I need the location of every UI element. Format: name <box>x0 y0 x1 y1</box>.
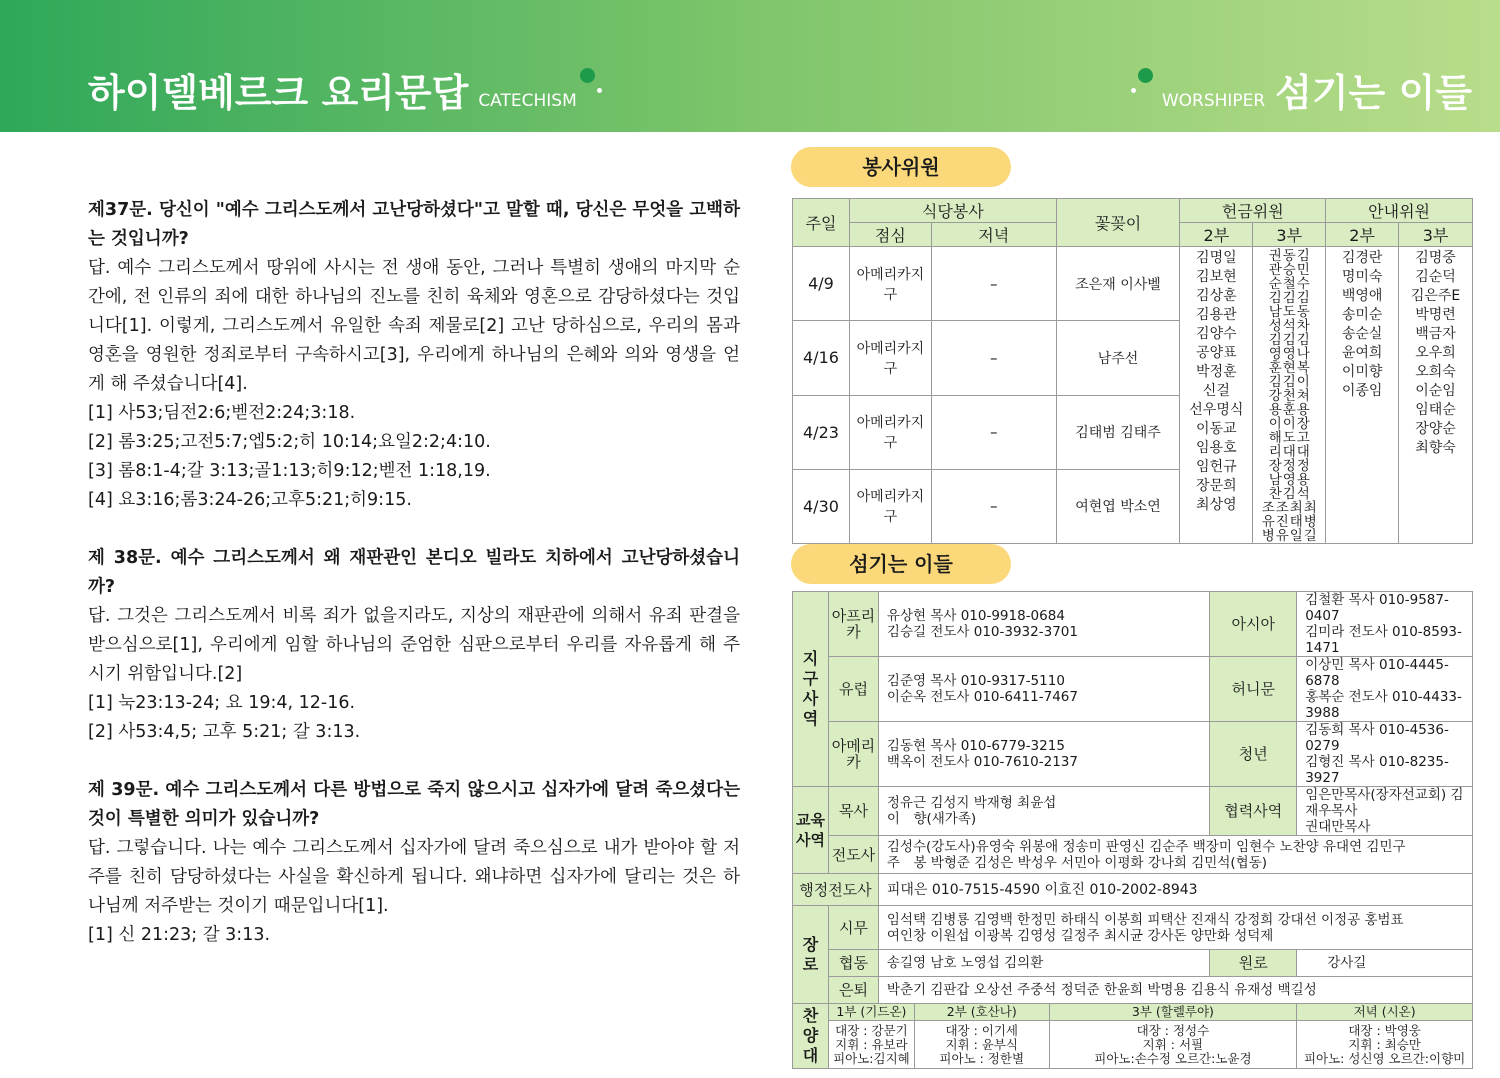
america-label: 아메리카 <box>828 722 878 787</box>
header-lunch: 점심 <box>849 223 931 247</box>
worshiper-title: 섬기는 이들 <box>1275 71 1472 115</box>
row-flower: 조은재 이사벨 <box>1056 247 1180 321</box>
africa-contacts: 유상현 목사 010-9918-0684 김승길 전도사 010-3932-3701 <box>878 592 1209 657</box>
header-meal: 식당봉사 <box>849 199 1056 223</box>
offering-p3-col: 최태일 <box>1289 500 1303 544</box>
assoc-elder-label: 협동 <box>828 950 878 977</box>
choir-members: 대장 : 박영웅 지휘 : 최승만 피아노: 성신영 오르간:이향미 <box>1297 1021 1473 1069</box>
choir-name: 저녁 (시온) <box>1297 1004 1473 1021</box>
asia-contacts: 김철환 목사 010-9587-0407 김미라 전도사 010-8593-1471 <box>1297 592 1473 657</box>
choir-name: 1부 (기드온) <box>828 1004 914 1021</box>
header-usher-p3: 3부 <box>1399 223 1473 247</box>
choir-members: 대장 : 강문기 지휘 : 유보라 피아노:김지혜 <box>828 1021 914 1069</box>
row-date: 4/23 <box>793 395 850 469</box>
catechism-text <box>88 196 740 950</box>
catechism-header <box>88 62 577 117</box>
active-elder-names: 임석택 김병룡 김영백 한정민 하태식 이봉희 피택산 진재식 강정희 강대선 이정공 홍범표 여인창 이원섭 이광복 김영성 길정주 최시균 강사돈 양만화 성덕제 <box>878 906 1472 950</box>
offering-p3-col: 김남성 <box>1268 290 1282 334</box>
worshiper-subtitle: WORSHIPER <box>1161 91 1266 111</box>
header-offering: 헌금위원 <box>1180 199 1326 223</box>
offering-p2-list: 김명일 김보현 김상훈 김용관 김양수 공양표 박정훈 신걸 선우명식 이동교 임용호 임헌규 장문희 최상영 <box>1180 247 1253 544</box>
header-dot-small-right <box>1131 88 1136 93</box>
active-elder-label: 시무 <box>828 906 878 950</box>
admin-label: 행정전도사 <box>793 874 879 906</box>
youth-label: 청년 <box>1210 722 1297 787</box>
offering-p3-col: 김강용 <box>1268 374 1282 418</box>
row-date: 4/9 <box>793 247 850 321</box>
coop-label: 협력사역 <box>1210 787 1297 836</box>
ref-37-2: [2] 롬3:25;고전5:7;엡5:2;히 10:14;요일2:2;4:10. <box>88 432 491 452</box>
ref-37-4: [4] 요3:16;롬3:24-26;고후5:21;히9:15. <box>88 490 412 510</box>
offering-p3-col: 권관순 <box>1268 248 1282 292</box>
assoc-elder-names: 송길영 남호 노영섭 김의환 <box>878 950 1209 977</box>
row-dinner: – <box>931 395 1056 469</box>
usher-p2-list: 김경란 명미숙 백영애 송미순 송순실 윤여희 이미향 이종임 <box>1326 247 1399 544</box>
service-pill: 봉사위원 <box>791 147 1011 187</box>
ref-39-1: [1] 신 21:23; 갈 3:13. <box>88 925 271 945</box>
header-dot-right <box>1138 68 1153 83</box>
answer-38: 답. 그것은 그리스도께서 비록 죄가 없을지라도, 지상의 재판관에 의해서 유죄 판결을 받으심으로[1], 우리에게 임할 하나님의 준엄한 심판으로부터 우리를 자유롭게 해 주시기 위함입니다.[2] <box>88 606 740 684</box>
choir-name: 2부 (호산나) <box>914 1004 1049 1021</box>
asia-label: 아시아 <box>1210 592 1297 657</box>
choir-category: 찬양대 <box>793 1004 829 1069</box>
america-contacts: 김동현 목사 010-6779-3215 백옥이 전도사 010-7610-2137 <box>878 722 1209 787</box>
row-date: 4/30 <box>793 469 850 543</box>
offering-p3-col: 장고대 <box>1296 416 1310 460</box>
offering-p3-col: 김민수 <box>1296 248 1310 292</box>
offering-p3-list <box>1253 247 1326 544</box>
pastor-label: 목사 <box>828 787 878 836</box>
europe-label: 유럽 <box>828 657 878 722</box>
row-lunch: 아메리카지구 <box>849 321 931 395</box>
ref-38-2: [2] 사53:4,5; 고후 5:21; 갈 3:13. <box>88 722 361 742</box>
ref-37-3: [3] 롬8:1-4;갈 3:13;골1:13;히9:12;벧전 1:18,19. <box>88 461 491 481</box>
page-header <box>0 0 1500 132</box>
offering-p3-col: 이쳐용 <box>1296 374 1310 418</box>
choir-members: 대장 : 정성수 지휘 : 서필 피아노:손수정 오르간:노윤경 <box>1049 1021 1297 1069</box>
offering-p3-col: 조진유 <box>1275 500 1289 544</box>
header-dot-left <box>580 68 595 83</box>
district-category: 지구사역 <box>793 592 829 787</box>
offering-p3-col: 김영현 <box>1282 332 1296 376</box>
offering-p3-col: 김영훈 <box>1268 332 1282 376</box>
header-dinner: 저녁 <box>931 223 1056 247</box>
offering-p3-col: 조유병 <box>1261 500 1275 544</box>
answer-39: 답. 그렇습니다. 나는 예수 그리스도께서 십자가에 달려 죽으심으로 내가 받아야 할 저주를 친히 담당하셨다는 사실을 확신하게 됩니다. 왜냐하면 십자가에 달리는 것은 하나님께 저주받는 것이기 때문입니다[1]. <box>88 838 740 916</box>
offering-p3-col: 정용석 <box>1296 458 1310 502</box>
servants-pill: 섬기는 이들 <box>791 544 1011 584</box>
offering-p3-col: 김도석 <box>1282 290 1296 334</box>
evangelist-label: 전도사 <box>828 836 878 874</box>
header-usher-p2: 2부 <box>1326 223 1399 247</box>
row-lunch: 아메리카지구 <box>849 469 931 543</box>
youth-contacts: 김동희 목사 010-4536-0279 김형진 목사 010-8235-3927 <box>1297 722 1473 787</box>
pastor-names: 정유근 김성지 박재형 최윤섭 이 향(새가족) <box>878 787 1209 836</box>
row-dinner: – <box>931 321 1056 395</box>
senior-elder-names: 강사길 <box>1297 950 1473 977</box>
offering-p3-col: 이해리 <box>1268 416 1282 460</box>
question-37: 제37문. 당신이 "예수 그리스도께서 고난당하셨다"고 말할 때, 당신은 무엇을 고백하는 것입니까? <box>88 200 740 249</box>
service-table <box>792 198 1473 544</box>
header-offering-p3: 3부 <box>1253 223 1326 247</box>
catechism-subtitle: CATECHISM <box>478 91 577 111</box>
hinimun-label: 허니문 <box>1210 657 1297 722</box>
worshiper-header <box>1162 62 1472 117</box>
row-flower: 여현엽 박소연 <box>1056 469 1180 543</box>
ref-37-1: [1] 사53;딤전2:6;벧전2:24;3:18. <box>88 403 356 423</box>
header-dot-small-left <box>597 88 602 93</box>
africa-label: 아프리카 <box>828 592 878 657</box>
coop-names: 임은만목사(장자선교회) 김재우목사 권대만목사 <box>1297 787 1473 836</box>
header-flower: 꽃꽂이 <box>1056 199 1180 247</box>
retired-elder-names: 박춘기 김판갑 오상선 주중석 정덕준 한윤희 박명용 김용식 유재성 백길성 <box>878 977 1472 1004</box>
choir-members: 대장 : 이기세 지휘 : 윤부식 피아노 : 정한별 <box>914 1021 1049 1069</box>
row-dinner: – <box>931 247 1056 321</box>
question-39: 제 39문. 예수 그리스도께서 다른 방법으로 죽지 않으시고 십자가에 달려 죽으셨다는 것이 특별한 의미가 있습니까? <box>88 780 740 829</box>
header-offering-p2: 2부 <box>1180 223 1253 247</box>
usher-p3-list: 김명중 김순덕 김은주E 박명련 백금자 오우희 오희숙 이순임 임태순 장양순 최향숙 <box>1399 247 1473 544</box>
offering-p3-col: 김천훈 <box>1282 374 1296 418</box>
header-date: 주일 <box>793 199 850 247</box>
offering-p3-col: 김동차 <box>1296 290 1310 334</box>
row-dinner: – <box>931 469 1056 543</box>
retired-elder-label: 은퇴 <box>828 977 878 1004</box>
evangelist-names: 김성수(강도사)유영숙 위봉애 정송미 판영신 김순주 백장미 임현수 노찬양 유대연 김민구 주 봉 박형준 김성은 박성우 서민아 이평화 강나희 김민석(협동) <box>878 836 1472 874</box>
header-usher: 안내위원 <box>1326 199 1473 223</box>
catechism-title: 하이델베르크 요리문답 <box>88 71 469 115</box>
answer-37: 답. 예수 그리스도께서 땅위에 사시는 전 생애 동안, 그러나 특별히 생애의 마지막 순간에, 전 인류의 죄에 대한 하나님의 진노를 친히 육체와 영혼으로 감당하셨다는 것입니다[1]. 이렇게, 그리스도께서 유일한 속죄 제물로[2] 고난 당하심으로, 우리의 몸과 영혼을 영원한 정죄로부터 구속하시고[3], 우리에게 하나님의 은혜와 의와 영생을 얻게 해 주셨습니다[4]. <box>88 258 740 394</box>
ref-38-1: [1] 눅23:13-24; 요 19:4, 12-16. <box>88 693 356 713</box>
row-lunch: 아메리카지구 <box>849 395 931 469</box>
senior-elder-label: 원로 <box>1210 950 1297 977</box>
servants-table <box>792 591 1473 1069</box>
education-category: 교육사역 <box>793 787 829 874</box>
offering-p3-col: 정영김 <box>1282 458 1296 502</box>
admin-contacts: 피대은 010-7515-4590 이효진 010-2002-8943 <box>878 874 1472 906</box>
row-flower: 남주선 <box>1056 321 1180 395</box>
offering-p3-col: 김나복 <box>1296 332 1310 376</box>
hinimun-contacts: 이상민 목사 010-4445-6878 홍복순 전도사 010-4433-3988 <box>1297 657 1473 722</box>
row-lunch: 아메리카지구 <box>849 247 931 321</box>
offering-p3-col: 이도대 <box>1282 416 1296 460</box>
elder-category: 장로 <box>793 906 829 1004</box>
offering-p3-col: 동승철 <box>1282 248 1296 292</box>
row-flower: 김태범 김태주 <box>1056 395 1180 469</box>
choir-name: 3부 (할렐루야) <box>1049 1004 1297 1021</box>
question-38: 제 38문. 예수 그리스도께서 왜 재판관인 본디오 빌라도 치하에서 고난당하셨습니까? <box>88 548 740 597</box>
offering-p3-col: 장남찬 <box>1268 458 1282 502</box>
offering-p3-col: 최병길 <box>1303 500 1317 544</box>
europe-contacts: 김준영 목사 010-9317-5110 이순옥 전도사 010-6411-7467 <box>878 657 1209 722</box>
row-date: 4/16 <box>793 321 850 395</box>
